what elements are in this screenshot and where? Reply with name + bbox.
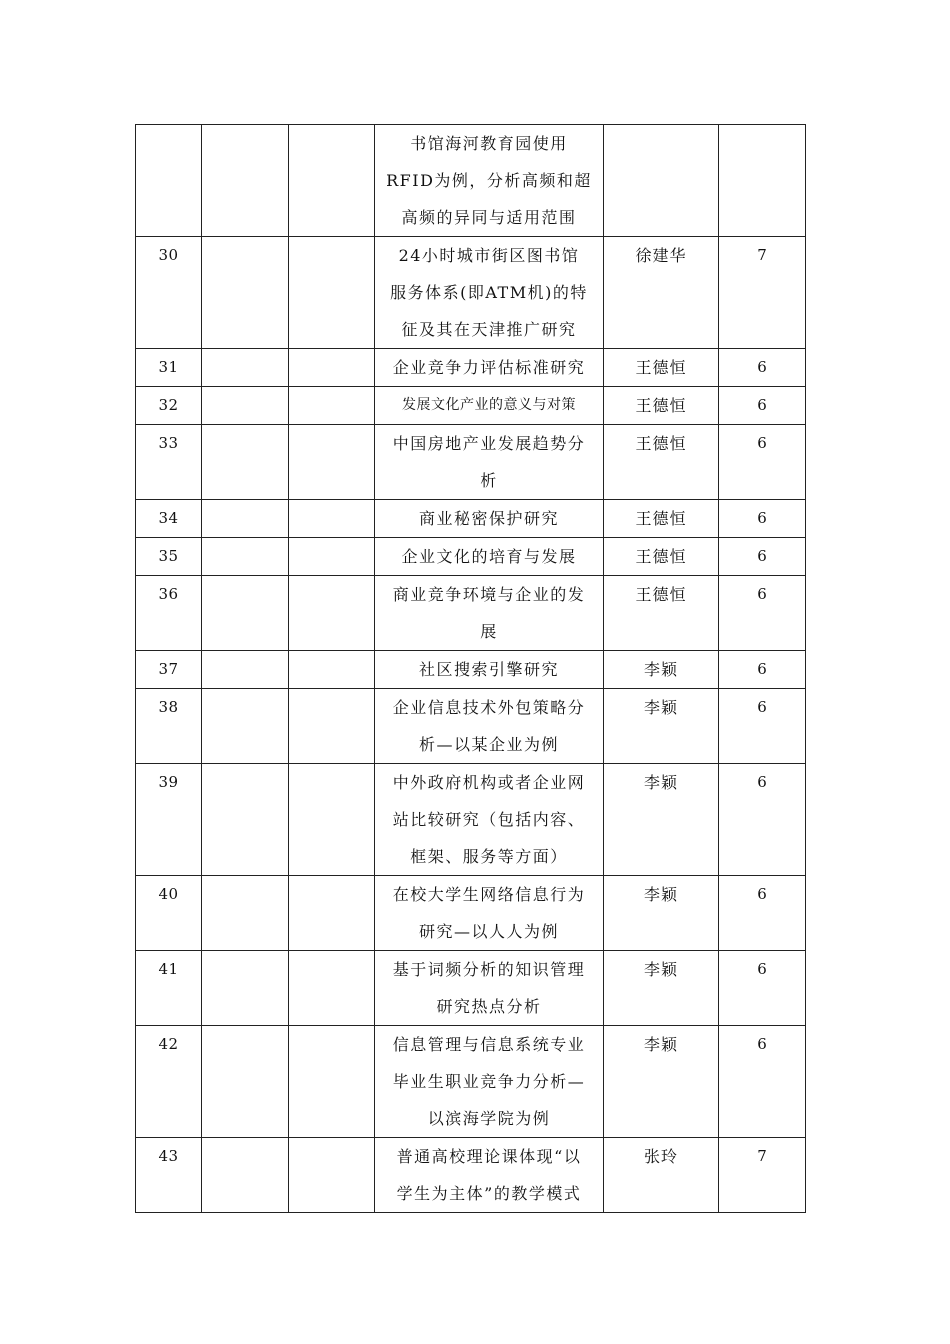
topic-title-line: 研究热点分析 (436, 997, 542, 1016)
topic-title-cell (375, 576, 604, 651)
row-number-cell: 43 (136, 1138, 202, 1213)
table-row (136, 500, 806, 538)
topic-title-line: 在校大学生网络信息行为 (392, 885, 586, 904)
count-cell (719, 125, 806, 237)
table-row (136, 576, 806, 651)
topic-title-line: 普通高校理论课体现“以 (396, 1147, 582, 1166)
row-number-cell: 40 (136, 876, 202, 951)
empty-cell-b (289, 387, 375, 425)
count-cell: 6 (719, 951, 806, 1026)
empty-cell-b (289, 500, 375, 538)
topic-title-line: 展 (480, 622, 498, 641)
topic-title-line: 高频的异同与适用范围 (401, 208, 577, 227)
topic-title-cell (375, 764, 604, 876)
advisor-cell: 李颖 (604, 876, 719, 951)
table-row (136, 651, 806, 689)
topic-title-line: 24小时城市街区图书馆 (398, 246, 580, 265)
row-number-cell: 31 (136, 349, 202, 387)
topic-title-cell (375, 125, 604, 237)
empty-cell-a (202, 651, 289, 689)
empty-cell-b (289, 876, 375, 951)
topic-title-cell (375, 349, 604, 387)
advisor-cell: 王德恒 (604, 576, 719, 651)
table-row (136, 1026, 806, 1138)
row-number-cell: 32 (136, 387, 202, 425)
row-number-cell: 42 (136, 1026, 202, 1138)
empty-cell-a (202, 689, 289, 764)
row-number-cell: 41 (136, 951, 202, 1026)
row-number-cell: 35 (136, 538, 202, 576)
count-cell: 6 (719, 1026, 806, 1138)
topic-title-line: 服务体系(即ATM机)的特 (390, 283, 588, 302)
table-row (136, 538, 806, 576)
thesis-topic-table (135, 124, 806, 1213)
count-cell: 6 (719, 651, 806, 689)
topic-title-line: 基于词频分析的知识管理 (392, 960, 586, 979)
count-cell: 6 (719, 689, 806, 764)
row-number-cell: 37 (136, 651, 202, 689)
count-cell: 6 (719, 425, 806, 500)
advisor-cell (604, 125, 719, 237)
topic-title-line: 毕业生职业竞争力分析— (392, 1072, 586, 1091)
empty-cell-b (289, 951, 375, 1026)
topic-title-cell (375, 951, 604, 1026)
advisor-cell: 李颖 (604, 689, 719, 764)
empty-cell-a (202, 1026, 289, 1138)
empty-cell-a (202, 951, 289, 1026)
empty-cell-a (202, 125, 289, 237)
topic-title-line: 企业文化的培育与发展 (401, 547, 577, 566)
empty-cell-a (202, 576, 289, 651)
empty-cell-a (202, 500, 289, 538)
row-number-cell (136, 125, 202, 237)
topic-title-line: 中国房地产业发展趋势分 (392, 434, 586, 453)
topic-title-line: 框架、服务等方面） (410, 847, 568, 866)
topic-title-line: 商业秘密保护研究 (418, 509, 559, 528)
advisor-cell: 王德恒 (604, 500, 719, 538)
topic-title-line: 社区搜索引擎研究 (418, 660, 559, 679)
empty-cell-b (289, 425, 375, 500)
count-cell: 6 (719, 538, 806, 576)
empty-cell-a (202, 349, 289, 387)
empty-cell-b (289, 576, 375, 651)
advisor-cell: 王德恒 (604, 349, 719, 387)
empty-cell-b (289, 1138, 375, 1213)
empty-cell-b (289, 349, 375, 387)
count-cell: 7 (719, 237, 806, 349)
topic-title-cell (375, 876, 604, 951)
table-row (136, 764, 806, 876)
table-row (136, 951, 806, 1026)
table-row (136, 1138, 806, 1213)
empty-cell-a (202, 1138, 289, 1213)
topic-title-line: 商业竞争环境与企业的发 (392, 585, 586, 604)
topic-title-line: 学生为主体”的教学模式 (396, 1184, 582, 1203)
topic-title-line: 析 (480, 471, 498, 490)
count-cell: 7 (719, 1138, 806, 1213)
count-cell: 6 (719, 500, 806, 538)
table-row (136, 349, 806, 387)
topic-title-line: 企业信息技术外包策略分 (392, 698, 586, 717)
count-cell: 6 (719, 387, 806, 425)
topic-title-line: 站比较研究（包括内容、 (392, 810, 586, 829)
table-row (136, 689, 806, 764)
advisor-cell: 李颖 (604, 951, 719, 1026)
count-cell: 6 (719, 576, 806, 651)
table-row (136, 425, 806, 500)
advisor-cell: 王德恒 (604, 425, 719, 500)
topic-title-cell (375, 651, 604, 689)
advisor-cell: 李颖 (604, 1026, 719, 1138)
topic-title-cell (375, 538, 604, 576)
topic-title-line: 企业竞争力评估标准研究 (392, 358, 586, 377)
topic-title-cell (375, 425, 604, 500)
advisor-cell: 王德恒 (604, 538, 719, 576)
table-body (136, 125, 806, 1213)
table-row (136, 876, 806, 951)
count-cell: 6 (719, 876, 806, 951)
advisor-cell: 徐建华 (604, 237, 719, 349)
empty-cell-b (289, 689, 375, 764)
advisor-cell: 张玲 (604, 1138, 719, 1213)
topic-title-line: 析—以某企业为例 (418, 735, 559, 754)
advisor-cell: 李颖 (604, 764, 719, 876)
row-number-cell: 38 (136, 689, 202, 764)
empty-cell-a (202, 387, 289, 425)
topic-title-cell (375, 1138, 604, 1213)
table-row (136, 237, 806, 349)
empty-cell-b (289, 1026, 375, 1138)
row-number-cell: 39 (136, 764, 202, 876)
empty-cell-a (202, 764, 289, 876)
topic-title-cell (375, 1026, 604, 1138)
topic-title-line: 中外政府机构或者企业网 (392, 773, 586, 792)
topic-title-line: 发展文化产业的意义与对策 (402, 397, 576, 413)
empty-cell-a (202, 876, 289, 951)
empty-cell-b (289, 237, 375, 349)
empty-cell-a (202, 237, 289, 349)
empty-cell-b (289, 764, 375, 876)
empty-cell-b (289, 651, 375, 689)
row-number-cell: 34 (136, 500, 202, 538)
row-number-cell: 36 (136, 576, 202, 651)
topic-title-line: 信息管理与信息系统专业 (392, 1035, 586, 1054)
advisor-cell: 李颖 (604, 651, 719, 689)
topic-title-cell (375, 237, 604, 349)
count-cell: 6 (719, 349, 806, 387)
empty-cell-a (202, 425, 289, 500)
empty-cell-a (202, 538, 289, 576)
topic-title-line: 征及其在天津推广研究 (401, 320, 577, 339)
empty-cell-b (289, 125, 375, 237)
row-number-cell: 33 (136, 425, 202, 500)
count-cell: 6 (719, 764, 806, 876)
table-row (136, 125, 806, 237)
topic-title-line: RFID为例，分析高频和超 (386, 171, 592, 190)
empty-cell-b (289, 538, 375, 576)
topic-title-line: 书馆海河教育园使用 (410, 134, 568, 153)
topic-title-line: 研究—以人人为例 (418, 922, 559, 941)
advisor-cell: 王德恒 (604, 387, 719, 425)
row-number-cell: 30 (136, 237, 202, 349)
topic-title-line: 以滨海学院为例 (427, 1109, 551, 1128)
topic-title-cell (375, 500, 604, 538)
topic-title-cell (375, 689, 604, 764)
topic-title-cell (375, 387, 604, 425)
table-row (136, 387, 806, 425)
